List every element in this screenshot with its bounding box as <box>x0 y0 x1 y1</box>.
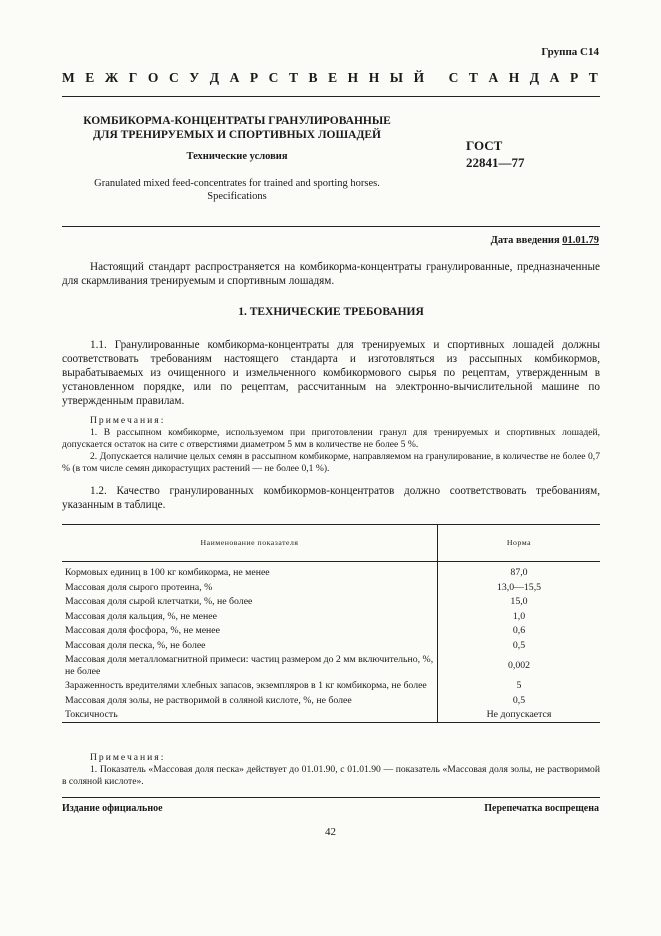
norm-cell: 0,5 <box>438 638 601 653</box>
paragraph-1-2: 1.2. Качество гранулированных комбикормов-концентратов должно соответствовать требованиям, указанным в таблице. <box>62 485 600 511</box>
notes-label: Примечания: <box>90 415 166 426</box>
section-heading: 1. ТЕХНИЧЕСКИЕ ТРЕБОВАНИЯ <box>238 306 424 318</box>
norm-cell: 0,5 <box>438 693 601 708</box>
norm-cell: 5 <box>438 679 601 694</box>
standard-title-text: М Е Ж Г О С У Д А Р С Т В Е Н Н Ы Й С Т А Н Д А Р Т <box>62 70 598 85</box>
indicator-cell: Массовая доля сырой клетчатки, %, не более <box>65 596 253 607</box>
table-row <box>62 708 600 723</box>
table-row <box>62 693 600 708</box>
notes-label: Примечания: <box>90 752 166 763</box>
header-norm: Норма <box>438 525 601 562</box>
introduction-date <box>491 235 599 246</box>
header-rule <box>62 96 600 97</box>
document-title <box>62 114 412 142</box>
reprint-prohibited: Перепечатка воспрещена <box>484 803 599 814</box>
title-rule <box>62 226 600 227</box>
norm-cell: 1,0 <box>438 609 601 624</box>
table-row <box>62 624 600 639</box>
header-indicator: Наименование показателя <box>62 525 438 562</box>
indicator-cell: Токсичность <box>62 708 438 723</box>
indicator-cell: Массовая доля кальция, %, не менее <box>65 610 217 622</box>
document-subtitle: Технические условия <box>186 151 288 162</box>
paragraph-1-1: 1.1. Гранулированные комбикорма-концентраты для тренируемых и спортивных лошадей должны соответствовать требованиям настоящего стандарта и изготовляться из рассыпных комбикормов, вырабатываемых из очищенного и измельченного комбикормового сырья по рецептам, утвержденным в установленном порядке, или по рецептам, рассчитанным на электронно-вычислительной машине по утвержденным правилам. <box>62 339 600 407</box>
title-line-2: ДЛЯ ТРЕНИРУЕМЫХ И СПОРТИВНЫХ ЛОШАДЕЙ <box>93 129 381 141</box>
date-label: Дата введения <box>490 235 560 246</box>
indicator-cell: Массовая доля сырого протеина, % <box>65 581 213 593</box>
table-row <box>62 609 600 624</box>
table-header-row <box>62 525 600 562</box>
page-number: 42 <box>325 826 336 838</box>
gost-number: 22841—77 <box>466 155 525 170</box>
gost-label: ГОСТ <box>466 138 503 153</box>
indicator-cell: Зараженность вредителями хлебных запасов, экземпляров в 1 кг комбикорма, не более <box>65 680 427 691</box>
group-code: Группа С14 <box>541 46 599 58</box>
standard-title <box>62 70 598 86</box>
requirements-table <box>62 524 600 723</box>
indicator-cell: Массовая доля фосфора, %, не менее <box>65 625 220 636</box>
table-row <box>62 679 600 694</box>
gost-designation <box>466 137 525 171</box>
norm-cell: 15,0 <box>438 595 601 610</box>
table-body <box>62 562 600 723</box>
table-row <box>62 580 600 595</box>
note-item: 1. В рассыпном комбикорме, используемом при приготовлении гранул для тренируемых и спортивных лошадей, допускается остаток на сите с отверстиями диаметром 5 мм в количестве не более 5 %. <box>62 427 600 450</box>
notes-block-2 <box>62 752 600 788</box>
indicator-cell: Массовая доля золы, не растворимой в соляной кислоте, %, не более <box>65 694 352 706</box>
note-item: 2. Допускается наличие целых семян в рассыпном комбикорме, направляемом на гранулирование, в количестве не более 0,7 % (в том числе семян дикорастущих растений — не более 0,1 %). <box>62 451 600 474</box>
norm-cell: 87,0 <box>438 562 601 581</box>
indicator-cell: Массовая доля песка, %, не более <box>65 639 206 651</box>
note-item: 1. Показатель «Массовая доля песка» действует до 01.01.90, с 01.01.90 — показатель «Массовая доля золы, не растворимой в соляной кислоте». <box>62 764 600 787</box>
english-title-line-1: Granulated mixed feed-concentrates for trained and sporting horses. <box>94 178 380 189</box>
table-row <box>62 562 600 581</box>
norm-cell: 13,0—15,5 <box>438 580 601 595</box>
date-value: 01.01.79 <box>562 235 599 246</box>
norm-cell: 0,002 <box>438 653 601 679</box>
notes-block-1 <box>62 415 600 475</box>
official-edition: Издание официальное <box>62 803 163 814</box>
indicator-cell: Массовая доля металломагнитной примеси: частиц размером до 2 мм включительно, %, не более <box>65 654 434 677</box>
table-row <box>62 595 600 610</box>
title-line-1: КОМБИКОРМА-КОНЦЕНТРАТЫ ГРАНУЛИРОВАННЫЕ <box>83 115 391 127</box>
table-row <box>62 638 600 653</box>
indicator-cell: Кормовых единиц в 100 кг комбикорма, не менее <box>65 567 270 578</box>
norm-cell: 0,6 <box>438 624 601 639</box>
table-row <box>62 653 600 679</box>
footer-rule <box>62 797 600 798</box>
scope-paragraph: Настоящий стандарт распространяется на комбикорма-концентраты гранулированные, предназначенные для скармливания тренируемым и спортивным лошадям. <box>62 261 600 287</box>
norm-cell: Не допускается <box>438 708 601 723</box>
english-title-line-2: Specifications <box>207 191 267 202</box>
english-title <box>62 177 412 203</box>
